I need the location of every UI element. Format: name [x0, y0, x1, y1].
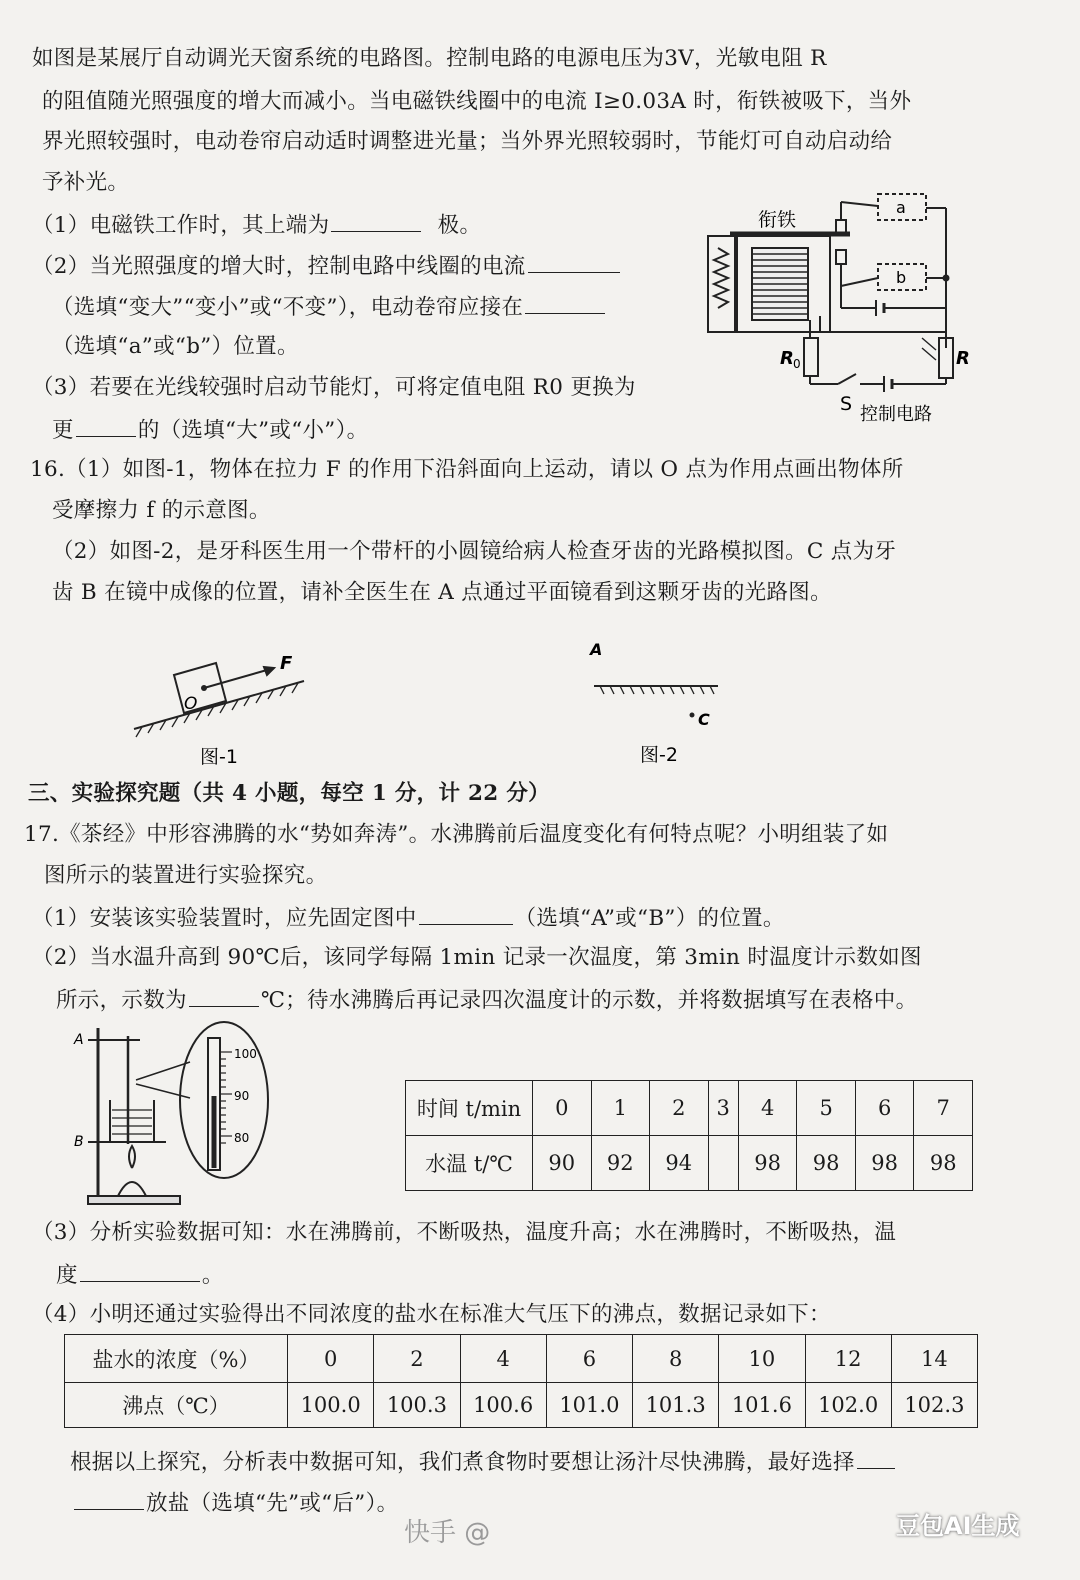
salt-boiling-table — [64, 1334, 978, 1428]
q17-part1-end: （选填“A”或“B”）的位置。 — [514, 906, 785, 931]
table-cell: 98 — [914, 1136, 973, 1191]
label-armature: 衔铁 — [758, 209, 797, 231]
doubao-watermark: 豆包AI生成 — [896, 1512, 1020, 1540]
table-row-concentration — [65, 1335, 978, 1383]
spring — [714, 248, 728, 308]
table-cell: 1 — [591, 1081, 650, 1136]
q17-part1-text: （1）安装该实验装置时，应先固定图中 — [32, 906, 417, 931]
table-cell: 6 — [546, 1335, 632, 1383]
label-f: F — [280, 653, 293, 674]
q16-line1: 16.（1）如图-1，物体在拉力 F 的作用下沿斜面向上运动，请以 O 点为作用点画出物体所 — [30, 457, 904, 482]
q17-part2: （2）当水温升高到 90℃后，该同学每隔 1min 记录一次温度，第 3min 时温度计示数如图 — [32, 945, 922, 970]
stand-base — [88, 1196, 180, 1204]
table-cell: 101.0 — [546, 1383, 632, 1428]
q17-conclusion — [70, 1446, 897, 1478]
table-cell: 101.6 — [719, 1383, 805, 1428]
q15-part2-line2 — [52, 291, 607, 323]
label-b-ring: B — [74, 1134, 84, 1150]
table-cell: 102.0 — [805, 1383, 891, 1428]
q17-part3: （3）分析实验数据可知：水在沸腾前，不断吸热，温度升高；水在沸腾时，不断吸热，温 — [32, 1220, 897, 1245]
label-s: S — [840, 393, 853, 415]
q15-part2-text2: （选填“变大”“变小”或“不变”），电动卷帘应接在 — [52, 295, 524, 320]
label-control-circuit: 控制电路 — [860, 404, 932, 425]
tick-90: 90 — [234, 1089, 250, 1103]
label-r: R — [956, 348, 970, 369]
q15-intro-line2: 的阻值随光照强度的增大而减小。当电磁铁线圈中的电流 I≥0.03A 时，衔铁被吸下，当外 — [42, 89, 912, 114]
table-cell: 100.3 — [374, 1383, 460, 1428]
table-cell: 5 — [797, 1081, 856, 1136]
q17-conclusion-text: 根据以上探究，分析表中数据可知，我们煮食物时要想让汤汁尽快沸腾，最好选择 — [70, 1450, 855, 1475]
point-c — [690, 713, 695, 718]
q17-part3-text: 度 — [56, 1263, 78, 1288]
table-cell: 12 — [805, 1335, 891, 1383]
q15-blank-pole[interactable] — [331, 209, 421, 232]
table-cell: 98 — [855, 1136, 914, 1191]
fig2-caption: 图-2 — [640, 744, 678, 766]
table-cell: 98 — [797, 1136, 856, 1191]
label-o: O — [184, 694, 198, 714]
q15-intro-line4: 予补光。 — [42, 170, 130, 195]
q16-line2: 受摩擦力 f 的示意图。 — [52, 498, 271, 523]
table-cell: 2 — [650, 1081, 709, 1136]
table-cell: 102.3 — [891, 1383, 977, 1428]
label-a: a — [896, 198, 906, 217]
table-header-boiling-point: 沸点（℃） — [65, 1383, 288, 1428]
table-header-time: 时间 t/min — [406, 1081, 533, 1136]
force-f-arrow — [204, 668, 274, 688]
thermometer-zoom — [180, 1022, 268, 1178]
q17-part3-line2 — [56, 1259, 224, 1291]
switch-s — [838, 374, 856, 384]
table-cell: 14 — [891, 1335, 977, 1383]
q15-part1 — [32, 209, 481, 241]
q16-line4: 齿 B 在镜中成像的位置，请补全医生在 A 点通过平面镜看到这颗牙齿的光路图。 — [52, 580, 832, 605]
label-a-clamp: A — [74, 1032, 84, 1048]
q17-line1: 17.《茶经》中形容沸腾的水“势如奔涛”。水沸腾前后温度变化有何特点呢？小明组装了如 — [24, 822, 889, 847]
q15-part1-end: 极。 — [437, 213, 482, 238]
q17-part4: （4）小明还通过实验得出不同浓度的盐水在标准大气压下的沸点，数据记录如下： — [32, 1302, 831, 1327]
table-cell: 3 — [708, 1081, 738, 1136]
q17-part2-text: 所示，示数为 — [56, 988, 187, 1013]
time-temperature-table — [405, 1080, 973, 1191]
table-row-temp — [406, 1136, 973, 1191]
q15-blank-position[interactable] — [525, 291, 605, 314]
q15-part2 — [32, 250, 622, 282]
label-b: b — [896, 268, 907, 287]
figure-1-incline — [124, 645, 324, 775]
table-cell: 10 — [719, 1335, 805, 1383]
table-cell: 0 — [288, 1335, 374, 1383]
table-cell: 7 — [914, 1081, 973, 1136]
q17-conclusion-line2 — [72, 1487, 398, 1519]
resistor-r0 — [804, 338, 818, 376]
q17-part3-end: 。 — [201, 1263, 224, 1288]
flame — [129, 1146, 135, 1168]
beaker — [110, 1100, 154, 1142]
incline-surface — [134, 681, 304, 729]
q15-blank-resistor[interactable] — [76, 414, 136, 437]
table-cell: 90 — [533, 1136, 592, 1191]
table-row-boiling-point — [65, 1383, 978, 1428]
table-cell: 100.0 — [288, 1383, 374, 1428]
boiling-apparatus — [66, 1018, 276, 1218]
q17-conclusion-end: 放盐（选填“先”或“后”）。 — [146, 1491, 399, 1516]
q15-part3: （3）若要在光线较强时启动节能灯，可将定值电阻 R0 更换为 — [32, 375, 636, 400]
q17-part1 — [32, 902, 785, 934]
q15-part3-text: 更 — [52, 418, 74, 443]
table-cell: 101.3 — [633, 1383, 719, 1428]
tick-100: 100 — [234, 1047, 257, 1061]
label-c-point: C — [698, 710, 710, 729]
q16-line3: （2）如图-2，是牙科医生用一个带杆的小圆镜给病人检查牙齿的光路模拟图。C 点为牙 — [52, 539, 897, 564]
table-cell: 8 — [633, 1335, 719, 1383]
q17-blank-temp-change[interactable] — [80, 1259, 200, 1282]
tick-80: 80 — [234, 1131, 250, 1145]
table-cell: 6 — [855, 1081, 914, 1136]
q15-part3-end: 的（选填“大”或“小”）。 — [137, 418, 369, 443]
circuit-diagram — [700, 188, 990, 438]
table-cell: 100.6 — [460, 1383, 546, 1428]
table-cell: 4 — [738, 1081, 797, 1136]
table-cell: 94 — [650, 1136, 709, 1191]
kuaishou-watermark: 快手 @ — [404, 1518, 491, 1548]
figure-2-mirror — [580, 635, 740, 775]
label-r0-sub: 0 — [793, 357, 801, 371]
q17-blank-temp[interactable] — [189, 984, 259, 1007]
table-header-temp: 水温 t/℃ — [406, 1136, 533, 1191]
q15-part3-line2 — [52, 414, 368, 446]
q17-line2: 图所示的装置进行实验探究。 — [44, 863, 328, 888]
table-cell: 92 — [591, 1136, 650, 1191]
table-cell: 0 — [533, 1081, 592, 1136]
q15-intro-line3: 界光照较强时，电动卷帘启动适时调整进光量；当外界光照较弱时，节能灯可自动启动给 — [42, 129, 893, 154]
q17-blank-salt-b[interactable] — [74, 1487, 144, 1510]
label-a-point: A — [590, 640, 603, 659]
fig1-caption: 图-1 — [200, 746, 238, 768]
q17-part2-line2 — [56, 984, 917, 1016]
table-row-time — [406, 1081, 973, 1136]
label-r0: R — [780, 348, 794, 369]
q15-blank-current[interactable] — [528, 250, 620, 273]
q15-intro-line1: 如图是某展厅自动调光天窗系统的电路图。控制电路的电源电压为3V，光敏电阻 R — [32, 46, 827, 71]
table-cell: 2 — [374, 1335, 460, 1383]
table-cell: 4 — [460, 1335, 546, 1383]
q17-blank-salt-a[interactable] — [857, 1446, 895, 1469]
table-cell-blank[interactable] — [708, 1136, 738, 1191]
alcohol-lamp — [118, 1182, 146, 1196]
q17-part2-end: ℃；待水沸腾后再记录四次温度计的示数，并将数据填写在表格中。 — [260, 988, 918, 1013]
q15-part2-text: （2）当光照强度的增大时，控制电路中线圈的电流 — [32, 254, 526, 279]
q17-blank-fix-position[interactable] — [419, 902, 513, 925]
table-cell: 98 — [738, 1136, 797, 1191]
table-header-concentration: 盐水的浓度（%） — [65, 1335, 288, 1383]
section-3-heading: 三、实验探究题（共 4 小题，每空 1 分，计 22 分） — [28, 781, 550, 806]
q15-part2-line3: （选填“a”或“b”）位置。 — [52, 334, 299, 359]
q15-part1-text: （1）电磁铁工作时，其上端为 — [32, 213, 330, 238]
